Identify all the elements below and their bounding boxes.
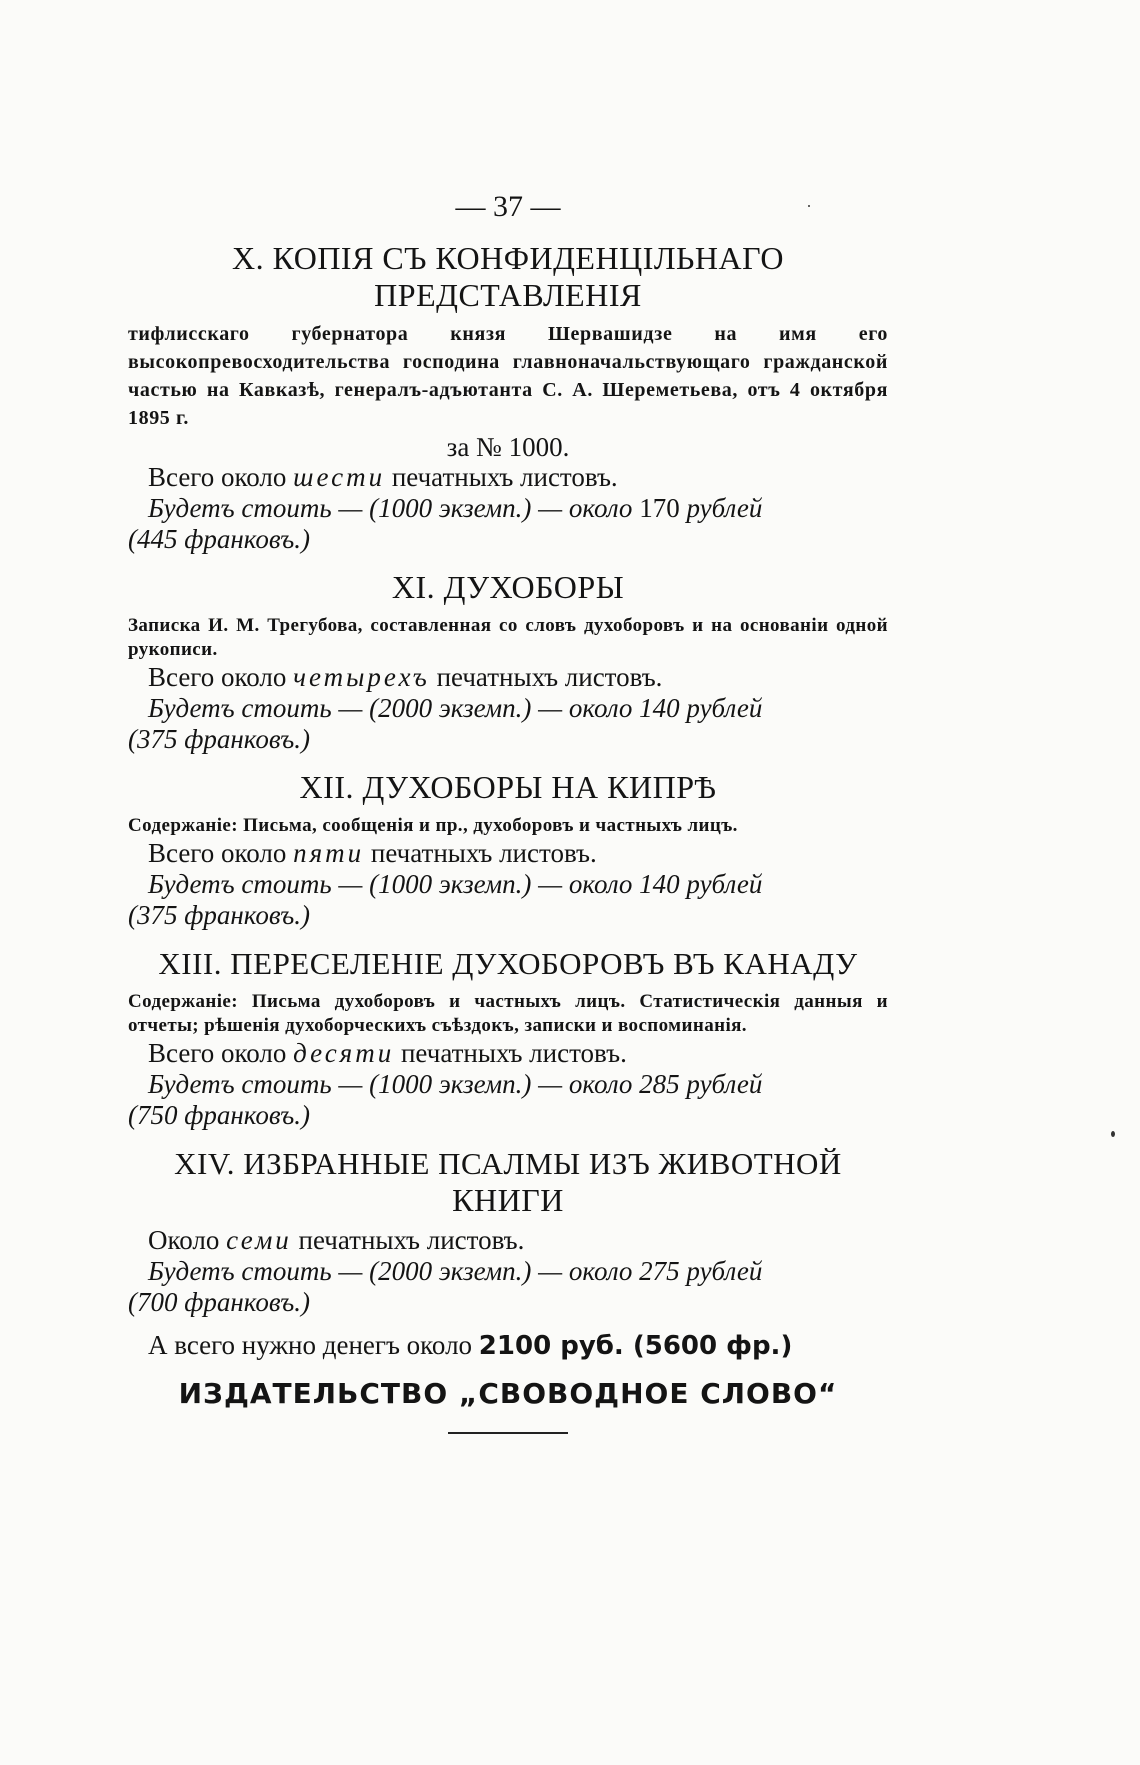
section-xii xyxy=(128,769,888,931)
section-xiii-francs: (750 франковъ.) xyxy=(128,1100,311,1130)
section-x-subtitle: тифлисскаго губернатора князя Шервашидзе на имя его высокопревосходительства господина главноначальствующаго гражданской частью на Кавказѣ, генералъ-адъютанта С. А. Шереметьева, отъ 4 октября 1895 г. xyxy=(128,323,888,429)
publisher-name: ИЗДАТЕЛЬСТВО „СВОВОДНОЕ СЛОВО“ xyxy=(178,1377,838,1410)
page-number: — 37 — xyxy=(455,190,561,223)
page-content xyxy=(128,190,888,1434)
section-xii-volume: Всего около пяти печатныхъ листовъ. xyxy=(148,838,597,868)
paper-speck xyxy=(1111,1131,1115,1137)
section-xiii-description: Содержаніе: Письма духоборовъ и частныхъ лицъ. Статистическія данныя и отчеты; рѣшенія духоборческихъ съѣздокъ, записки и воспоминанія. xyxy=(128,991,888,1036)
section-xiii xyxy=(128,945,888,1131)
section-xiv-cost: Будетъ стоить — (2000 экземп.) — около 275 рублей xyxy=(148,1256,763,1286)
section-xii-description: Содержаніе: Письма, сообщенія и пр., духоборовъ и частныхъ лицъ. xyxy=(128,815,738,836)
section-x-title-line-2: ПРЕДСТАВЛЕНІЯ xyxy=(374,277,642,313)
paper-speck xyxy=(808,205,810,207)
section-xi-title: XI. ДУХОБОРЫ xyxy=(391,569,625,605)
section-xiv-title-line-2: КНИГИ xyxy=(452,1182,564,1218)
section-x-francs: (445 франковъ.) xyxy=(128,524,311,554)
section-x xyxy=(128,240,888,555)
section-x-volume: Всего около шести печатныхъ листовъ. xyxy=(148,462,618,492)
section-xiv xyxy=(128,1145,888,1318)
section-xi-cost: Будетъ стоить — (2000 экземп.) — около 140 рублей xyxy=(148,693,763,723)
section-xii-title: XII. ДУХОБОРЫ НА КИПРѢ xyxy=(299,769,717,805)
section-xii-cost: Будетъ стоить — (1000 экземп.) — около 140 рублей xyxy=(148,869,763,899)
section-x-cost: Будетъ стоить — (1000 экземп.) — около 170 рублей xyxy=(148,493,763,523)
section-xi xyxy=(128,569,888,755)
section-xi-volume: Всего около четырехъ печатныхъ листовъ. xyxy=(148,662,663,692)
section-xiii-title: XIII. ПЕРЕСЕЛЕНІЕ ДУХОБОРОВЪ ВЪ КАНАДУ xyxy=(158,946,858,981)
total-line: А всего нужно денегъ около 2100 руб. (5600 фр.) xyxy=(148,1330,793,1361)
section-x-number: за № 1000. xyxy=(446,432,570,462)
section-x-title-line-1: X. КОПІЯ СЪ КОНФИДЕНЦІЛЬНАГО xyxy=(232,240,784,276)
section-xi-description: Записка И. М. Трегубова, составленная со словъ духоборовъ и на основаніи одной рукописи. xyxy=(128,615,888,660)
section-xii-francs: (375 франковъ.) xyxy=(128,900,311,930)
section-xiv-title-line-1: XIV. ИЗБРАННЫЕ ПСАЛМЫ ИЗЪ ЖИВОТНОЙ xyxy=(174,1146,842,1181)
section-xi-francs: (375 франковъ.) xyxy=(128,724,311,754)
section-xiv-volume: Около семи печатныхъ листовъ. xyxy=(148,1225,525,1255)
closing-rule xyxy=(448,1432,568,1434)
section-xiv-francs: (700 франковъ.) xyxy=(128,1287,311,1317)
section-xiii-cost: Будетъ стоить — (1000 экземп.) — около 285 рублей xyxy=(148,1069,763,1099)
section-xiii-volume: Всего около десяти печатныхъ листовъ. xyxy=(148,1038,627,1068)
